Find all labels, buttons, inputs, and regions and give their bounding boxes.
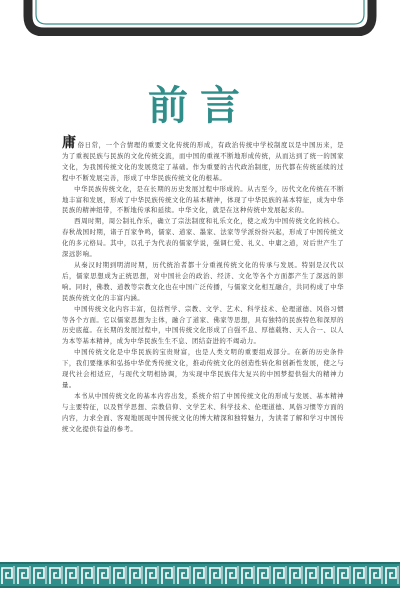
paragraph-3: 西周时期，周公制礼作乐，确立了宗法制度和礼乐文化，使之成为中国传统文化的核心。春秋战国时期，诸子百家争鸣，儒家、道家、墨家、法家等学派纷纷兴起，形成了中国传统文化的多元格局。其中，以孔子为代表的儒家学说，强调仁爱、礼义、中庸之道，对后世产生了深远影响。: [62, 217, 344, 259]
top-frame-ornament: [0, 0, 400, 36]
paragraph-1: 庸俗日常，一个合情理的重要文化传统的形成，有政治传统中学校制度以是中国历来，是为了重视民族与民族的文化传统交流，而中国的重视不断地形成传统，从而达到了统一的国家文化，为我国传统文化的发展奠定了基础。作为重要的古代政治制度，历代都在传统延续的过程中不断发展完善，形成了中华民族传统文化的根基。: [62, 135, 344, 182]
paragraph-6: 中国传统文化是中华民族的宝贵财富，也是人类文明的重要组成部分。在新的历史条件下，我们要继承和弘扬中华优秀传统文化，推动传统文化的创造性转化和创新性发展，使之与现代社会相适应，与现代文明相协调，为实现中华民族伟大复兴的中国梦提供强大的精神力量。: [62, 348, 344, 389]
preface-body: [62, 136, 344, 434]
drop-cap: 庸: [62, 135, 77, 151]
page-title: 前言: [148, 82, 252, 129]
bottom-border-ornament: [0, 562, 400, 588]
paragraph-7: 本书从中国传统文化的基本内容出发，系统介绍了中国传统文化的形成与发展、基本精神与主要特征，以及哲学思想、宗教信仰、文学艺术、科学技术、伦理道德、风俗习惯等方面的内容，力求全面、客观地展现中国传统文化的博大精深和独特魅力，为读者了解和学习中国传统文化提供有益的参考。: [62, 391, 344, 433]
paragraph-5: 中国传统文化内容丰富，包括哲学、宗教、文学、艺术、科学技术、伦理道德、风俗习惯等各个方面。它以儒家思想为主体，融合了道家、佛家等思想，具有独特的民族特色和深厚的历史底蕴。在长期的发展过程中，中国传统文化形成了自强不息、厚德载物、天人合一、以人为本等基本精神，成为中华民族生生不息、团结奋进的不竭动力。: [62, 304, 344, 346]
paragraph-2: 中华民族传统文化，是在长期的历史发展过程中形成的。从古至今，历代文化传统在不断地丰富和发展，形成了中华民族传统文化的基本精神，体现了中华民族的基本特征，成为中华民族的精神纽带，不断地传承和延续。中华文化，就是在这种传统中发展起来的。: [62, 184, 344, 215]
paragraph-4: 从秦汉时期到明清时期，历代统治者都十分重视传统文化的传承与发展。特别是汉代以后，儒家思想成为正统思想，对中国社会的政治、经济、文化等各个方面都产生了深远的影响。同时，佛教、道教等宗教文化也在中国广泛传播，与儒家文化相互融合，共同构成了中华民族传统文化的丰富内涵。: [62, 260, 344, 302]
